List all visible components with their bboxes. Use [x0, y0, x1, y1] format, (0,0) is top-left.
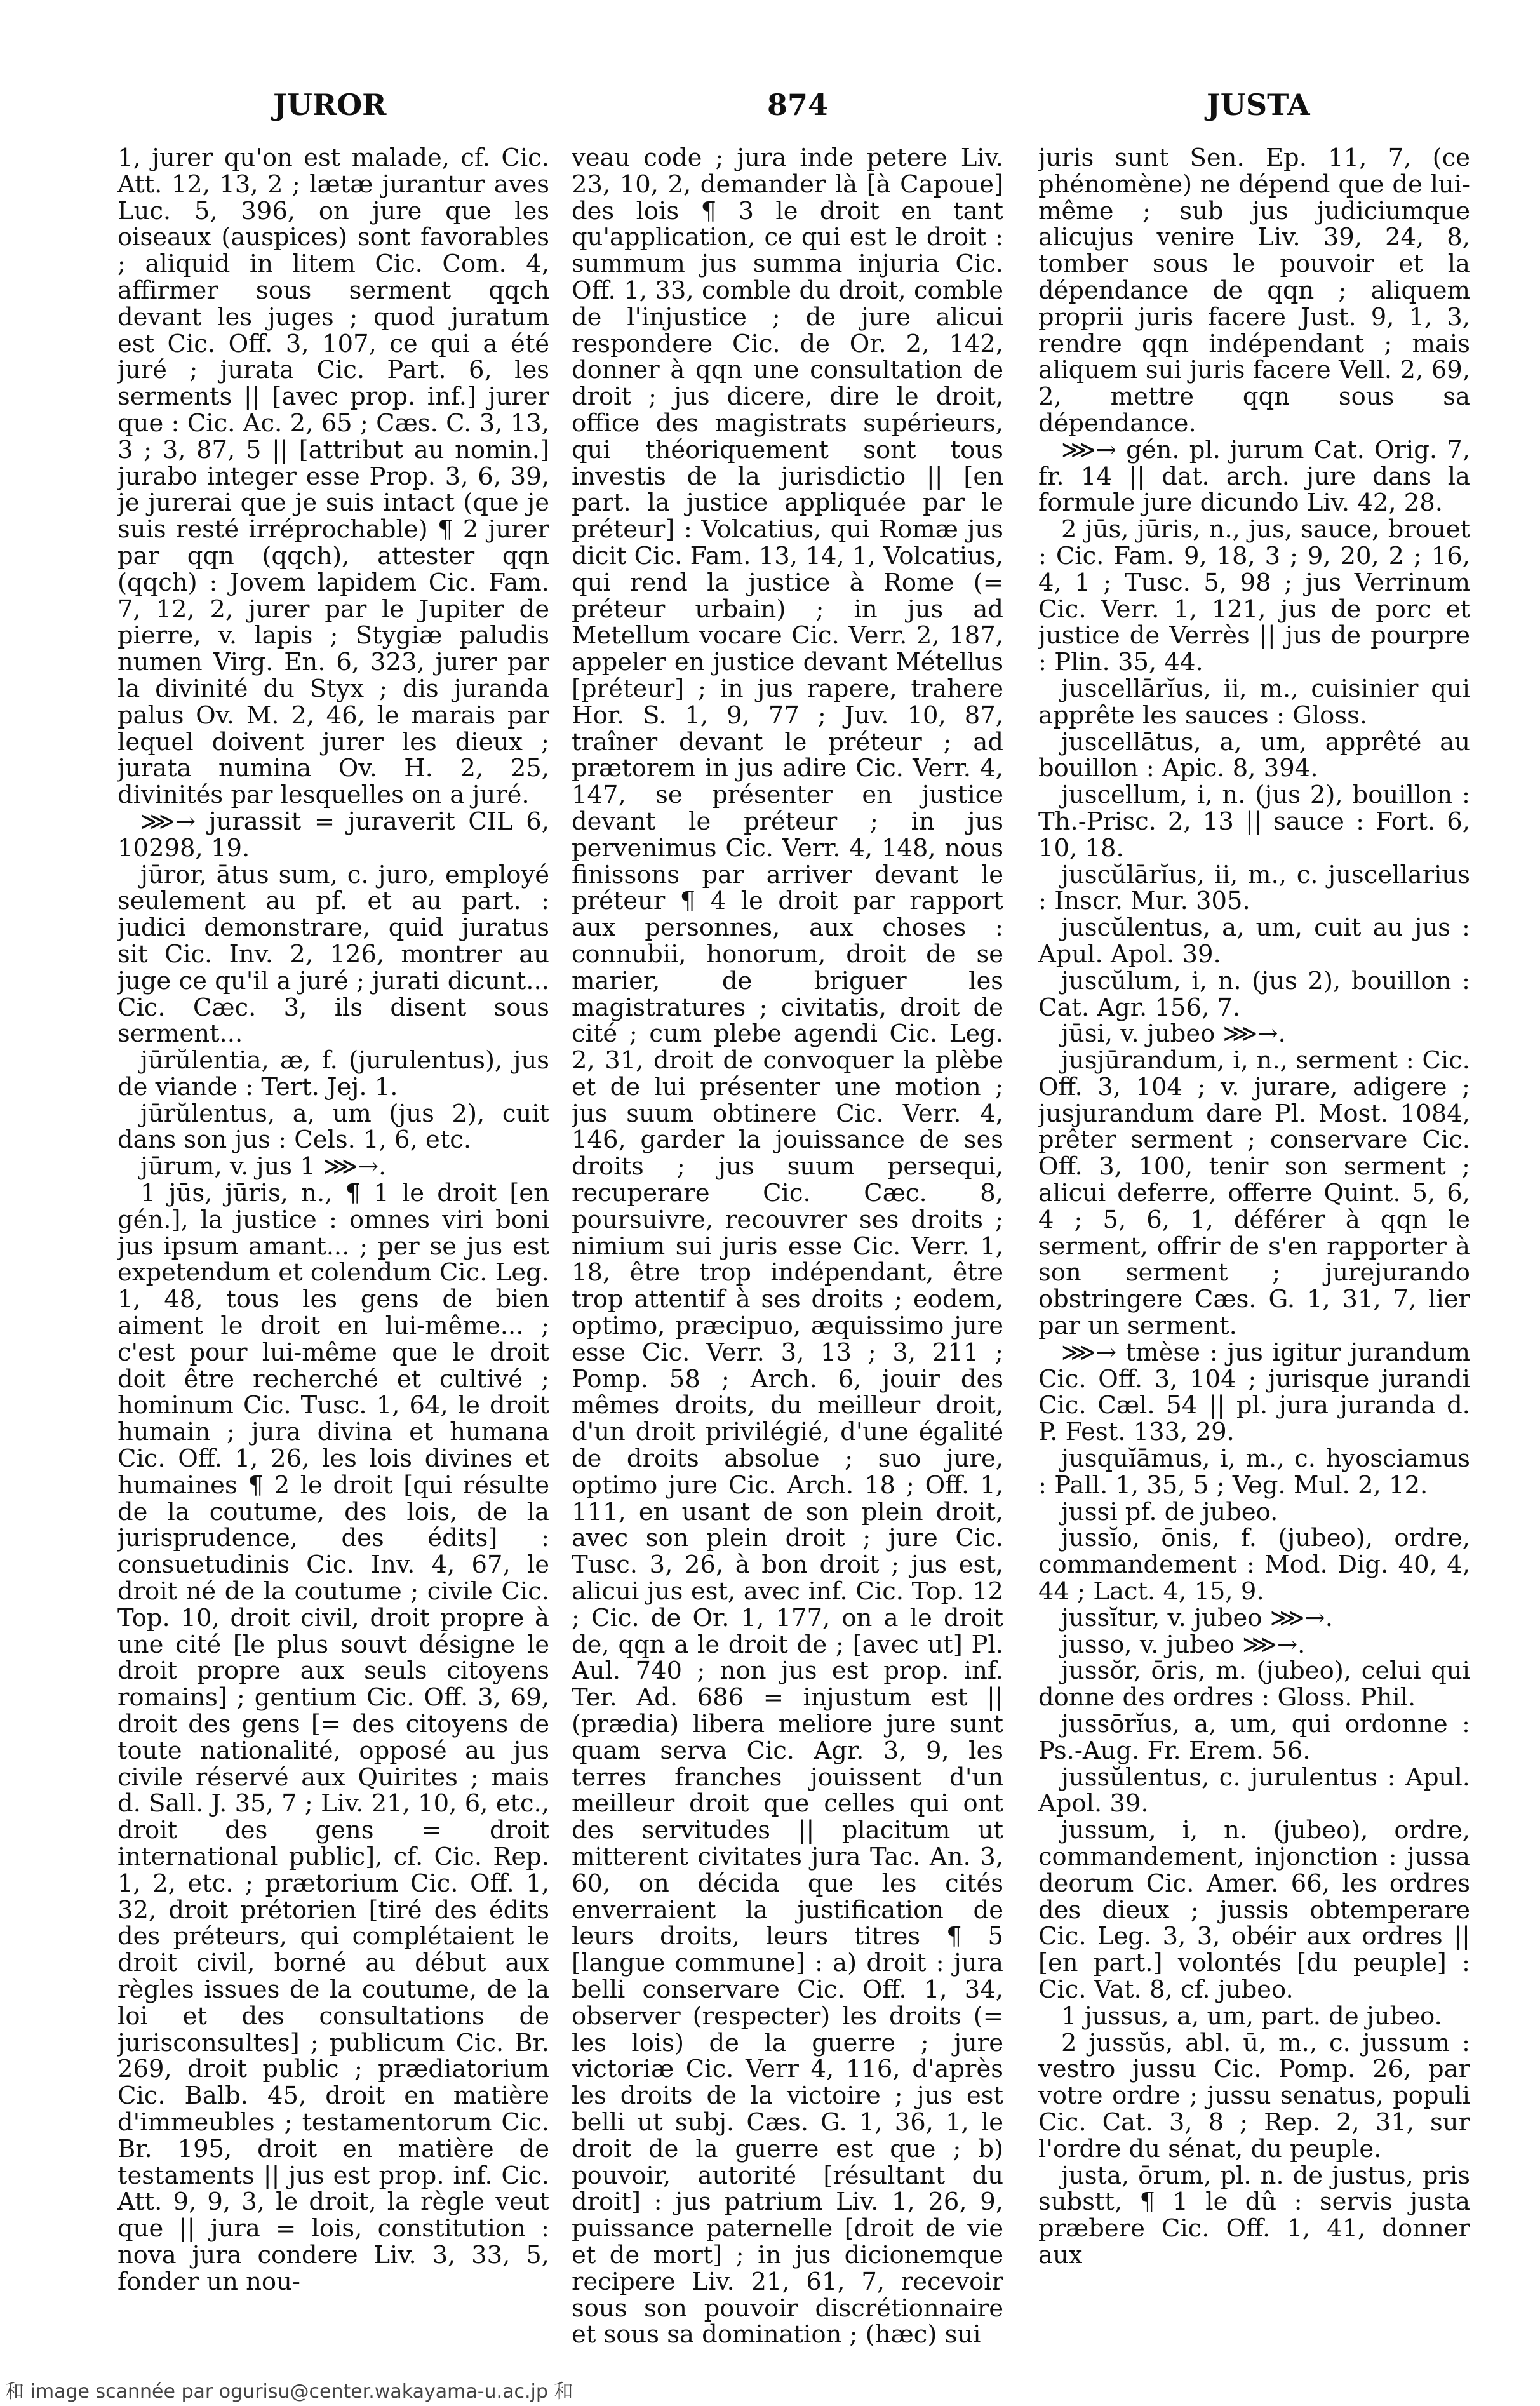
dictionary-entry: 2 jūs, jūris, n., jus, sauce, brouet : Cic. Fam. 9, 18, 3 ; 9, 20, 2 ; 16, 4, 1 ; Tusc. 5, 98 ; jus Verrinum Cic. Verr. 1, 121, jus de porc et justice de Verrès || jus de pourpre : Plin. 35, 44.	[1038, 515, 1470, 677]
dictionary-entry: jussĭtur, v. jubeo ⋙→.	[1061, 1603, 1333, 1632]
dictionary-entry: jusso, v. jubeo ⋙→.	[1061, 1630, 1306, 1659]
dictionary-entry: 2 jussŭs, abl. ū, m., c. jussum : vestro jussu Cic. Pomp. 26, par votre ordre ; jussu senatus, populi Cic. Cat. 3, 8 ; Rep. 2, 31, sur l'ordre du sénat, du peuple.	[1038, 2028, 1470, 2163]
dictionary-entry: jussŭlentus, c. jurulentus : Apul. Apol. 39.	[1038, 1763, 1470, 1818]
column-right	[1038, 145, 1470, 2355]
dictionary-entry: juscellātus, a, um, apprêté au bouillon : Apic. 8, 394.	[1038, 727, 1470, 783]
dictionary-entry: jūrŭlentus, a, um (jus 2), cuit dans son jus : Cels. 1, 6, etc.	[117, 1099, 549, 1155]
dictionary-entry: jūrŭlentia, æ, f. (jurulentus), jus de viande : Tert. Jej. 1.	[117, 1046, 549, 1101]
dictionary-entry: juscellum, i, n. (jus 2), bouillon : Th.-Prisc. 2, 13 || sauce : Fort. 6, 10, 18.	[1038, 781, 1470, 863]
running-head	[0, 81, 1540, 132]
dictionary-entry: juscellārĭus, ii, m., cuisinier qui apprête les sauces : Gloss.	[1038, 674, 1470, 730]
entry-continuation: juris sunt Sen. Ep. 11, 7, (ce phénomène) ne dépend que de lui-même ; sub jus judiciumque alicujus venire Liv. 39, 24, 8, tomber sous le pouvoir et la dépendance de qqn ; aliquem proprii juris facere Just. 9, 1, 3, rendre qqn indépendant ; mais aliquem sui juris facere Vell. 2, 69, 2, mettre qqn sous sa dépendance.	[1038, 145, 1470, 438]
dictionary-entry: juscŭlārĭus, ii, m., c. juscellarius : Inscr. Mur. 305.	[1038, 860, 1470, 916]
dictionary-entry: jusjūrandum, i, n., serment : Cic. Off. 3, 104 ; v. jurare, adigere ; jusjurandum dare Pl. Most. 1084, prêter serment ; conservare Cic. Off. 3, 100, tenir son serment ; alicui deferre, offerre Quint. 5, 6, 4 ; 5, 6, 1, déférer à qqn le serment, offrir de s'en rapporter à son serment ; jurejurando obstringere Cæs. G. 1, 31, 7, lier par un serment.	[1038, 1046, 1470, 1341]
dictionary-entry: 1 jussus, a, um, part. de jubeo.	[1061, 2001, 1442, 2031]
dictionary-entry: justa, ōrum, pl. n. de justus, pris substt, ¶ 1 le dû : servis justa præbere Cic. Off. 1, 41, donner aux	[1038, 2161, 1470, 2269]
scan-credit-text: 和 image scannée par ogurisu@center.wakayama-u.ac.jp 和	[5, 2381, 573, 2403]
page-number: 874	[767, 88, 829, 122]
column-left	[117, 145, 549, 2355]
dictionary-entry: jussi pf. de jubeo.	[1061, 1497, 1278, 1526]
entry-continuation: veau code ; jura inde petere Liv. 23, 10, 2, demander là [à Capoue] des lois ¶ 3 le droit en tant qu'application, ce qui est le droit : summum jus summa injuria Cic. Off. 1, 33, comble du droit, comble de l'injustice ; de jure alicui respondere Cic. de Or. 2, 142, donner à qqn une consultation de droit ; jus dicere, dire le droit, office des magistrats supérieurs, qui théoriquement sont tous investis de la jurisdictio || [en part. la justice appliquée par le préteur] : Volcatius, qui Romæ jus dicit Cic. Fam. 13, 14, 1, Volcatius, qui rend la justice à Rome (= préteur urbain) ; in jus ad Metellum vocare Cic. Verr. 2, 187, appeler en justice devant Métellus [préteur] ; in jus rapere, trahere Hor. S. 1, 9, 77 ; Juv. 10, 87, traîner devant le préteur ; ad prætorem in jus adire Cic. Verr. 4, 147, se présenter en justice devant le préteur ; in jus pervenimus Cic. Verr. 4, 148, nous finissons par arriver devant le préteur ¶ 4 le droit par rapport aux personnes, aux choses : connubii, honorum, droit de se marier, de briguer les magistratures ; civitatis, droit de cité ; cum plebe agendi Cic. Leg. 2, 31, droit de convoquer la plèbe et de lui présenter une motion ; jus suum obtinere Cic. Verr. 4, 146, garder la jouissance de ses droits ; jus suum persequi, recuperare Cic. Cæc. 8, poursuivre, recouvrer ses droits ; nimium sui juris esse Cic. Verr. 1, 18, être trop indépendant, être trop attentif à ses droits ; eodem, optimo, præcipuo, æquissimo jure esse Cic. Verr. 3, 13 ; 3, 211 ; Pomp. 58 ; Arch. 6, jouir des mêmes droits, du meilleur droit, d'un droit privilégié, d'une égalité de droits absolue ; suo jure, optimo jure Cic. Arch. 18 ; Off. 1, 111, en usant de son plein droit, avec son plein droit ; jure Cic. Tusc. 3, 26, à bon droit ; jus est, alicui jus est, avec inf. Cic. Top. 12 ; Cic. de Or. 1, 177, on a le droit de, qqn a le droit de ; [avec ut] Pl. Aul. 740 ; non jus est prop. inf. Ter. Ad. 686 = injustum est || (prædia) libera meliore jure sunt quam serva Cic. Agr. 3, 9, les terres franches jouissent d'un meilleur droit que celles qui ont des servitudes || placitum ut mitterent civitates jura Tac. An. 3, 60, on décida que les cités enverraient la justification de leurs droits, leurs titres ¶ 5 [langue commune] : a) droit : jura belli conservare Cic. Off. 1, 34, observer (respecter) les droits (= les lois) de la guerre ; jure victoriæ Cic. Verr 4, 116, d'après les droits de la victoire ; jus est belli ut subj. Cæs. G. 1, 36, 1, le droit de la guerre est que ; b) pouvoir, autorité [résultant du droit] : jus patrium Liv. 1, 26, 9, puissance paternelle [droit de vie et de mort] ; in jus dicionemque recipere Liv. 21, 61, 7, recevoir sous son pouvoir discrétionnaire et sous sa domination ; (hæc) sui	[572, 145, 1003, 2349]
dictionary-entry: jūsi, v. jubeo ⋙→.	[1061, 1019, 1286, 1049]
header-last-word: JUSTA	[1207, 88, 1310, 122]
dictionary-entry: jūrum, v. jus 1 ⋙→.	[140, 1152, 387, 1181]
dictionary-entry: 1 jūs, jūris, n., ¶ 1 le droit [en gén.], la justice : omnes viri boni jus ipsum amant... ; per se jus est expetendum et colendum Cic. Leg. 1, 48, tous les gens de bien aiment le droit en lui-même... ; c'est pour lui-même que le droit doit être recherché et cultivé ; hominum Cic. Tusc. 1, 64, le droit humain ; jura divina et humana Cic. Off. 1, 26, les lois divines et humaines ¶ 2 le droit [qui résulte de la coutume, des lois, de la jurisprudence, des édits] : consuetudinis Cic. Inv. 4, 67, le droit né de la coutume ; civile Cic. Top. 10, droit civil, droit propre à une cité [le plus souvt désigne le droit propre aux seuls citoyens romains] ; gentium Cic. Off. 3, 69, droit des gens [= des citoyens de toute nationalité, opposé au jus civile réservé aux Quirites ; mais d. Sall. J. 35, 7 ; Liv. 21, 10, 6, etc., droit des gens = droit international public], cf. Cic. Rep. 1, 2, etc. ; prætorium Cic. Off. 1, 32, droit prétorien [tiré des édits des préteurs, qui complétaient le droit civil, borné au début aux règles issues de la coutume, de la loi et des consultations de jurisconsultes] ; publicum Cic. Br. 269, droit public ; prædiatorium Cic. Balb. 45, droit en matière d'immeubles ; testamentorum Cic. Br. 195, droit en matière de testaments || jus est prop. inf. Cic. Att. 9, 9, 3, le droit, la règle veut que || jura = lois, constitution : nova jura condere Liv. 3, 33, 5, fonder un nou-	[117, 1179, 549, 2296]
entry-continuation: 1, jurer qu'on est malade, cf. Cic. Att. 12, 13, 2 ; lætæ jurantur aves Luc. 5, 396, on jure que les oiseaux (auspices) sont favorables ; aliquid in litem Cic. Com. 4, affirmer sous serment qqch devant les juges ; quod juratum est Cic. Off. 3, 107, ce qui a été juré ; jurata Cic. Part. 6, les serments || [avec prop. inf.] jurer que : Cic. Ac. 2, 65 ; Cæs. C. 3, 13, 3 ; 3, 87, 5 || [attribut au nomin.] jurabo integer esse Prop. 3, 6, 39, je jurerai que je suis intact (que je suis resté irréprochable) ¶ 2 jurer par qqn (qqch), attester qqn (qqch) : Jovem lapidem Cic. Fam. 7, 12, 2, jurer par le Jupiter de pierre, v. lapis ; Stygiæ paludis numen Virg. En. 6, 323, jurer par la divinité du Styx ; dis juranda palus Ov. M. 2, 46, le marais par lequel doivent jurer les dieux ; jurata numina Ov. H. 2, 25, divinités par lesquelles on a juré.	[117, 145, 549, 810]
dictionary-entry: ⋙→ jurassit = juraverit CIL 6, 10298, 19.	[117, 807, 549, 863]
dictionary-entry: jussōrĭus, a, um, qui ordonne : Ps.-Aug. Fr. Erem. 56.	[1038, 1710, 1470, 1765]
dictionary-entry: juscŭlentus, a, um, cuit au jus : Apul. Apol. 39.	[1038, 913, 1470, 969]
dictionary-entry: jūror, ātus sum, c. juro, employé seulement au pf. et au part. : judici demonstrare, quid juratus sit Cic. Inv. 2, 126, montrer au juge ce qu'il a juré ; jurati dicunt... Cic. Cæc. 3, ils disent sous serment...	[117, 860, 549, 1049]
dictionary-entry: juscŭlum, i, n. (jus 2), bouillon : Cat. Agr. 156, 7.	[1038, 966, 1470, 1022]
header-first-word: JUROR	[273, 88, 387, 122]
dictionary-entry: jussum, i, n. (jubeo), ordre, commandement, injonction : jussa deorum Cic. Amer. 66, les ordres des dieux ; jussis obtemperare Cic. Leg. 3, 3, obéir aux ordres || [en part.] volontés [du peuple] : Cic. Vat. 8, cf. jubeo.	[1038, 1816, 1470, 2004]
dictionary-entry: jusquĭāmus, i, m., c. hyosciamus : Pall. 1, 35, 5 ; Veg. Mul. 2, 12.	[1038, 1444, 1470, 1500]
dictionary-entry: ⋙→ gén. pl. jurum Cat. Orig. 7, fr. 14 || dat. arch. jure dans la formule jure dicundo Liv. 42, 28.	[1038, 435, 1470, 518]
column-middle	[572, 145, 1003, 2355]
dictionary-entry: ⋙→ tmèse : jus igitur jurandum Cic. Off. 3, 104 ; jurisque jurandi Cic. Cæl. 54 || pl. jura juranda d. P. Fest. 133, 29.	[1038, 1338, 1470, 1447]
dictionary-entry: jussŏr, ōris, m. (jubeo), celui qui donne des ordres : Gloss. Phil.	[1038, 1657, 1470, 1712]
dictionary-entry: jussĭo, ōnis, f. (jubeo), ordre, commandement : Mod. Dig. 40, 4, 44 ; Lact. 4, 15, 9.	[1038, 1524, 1470, 1606]
